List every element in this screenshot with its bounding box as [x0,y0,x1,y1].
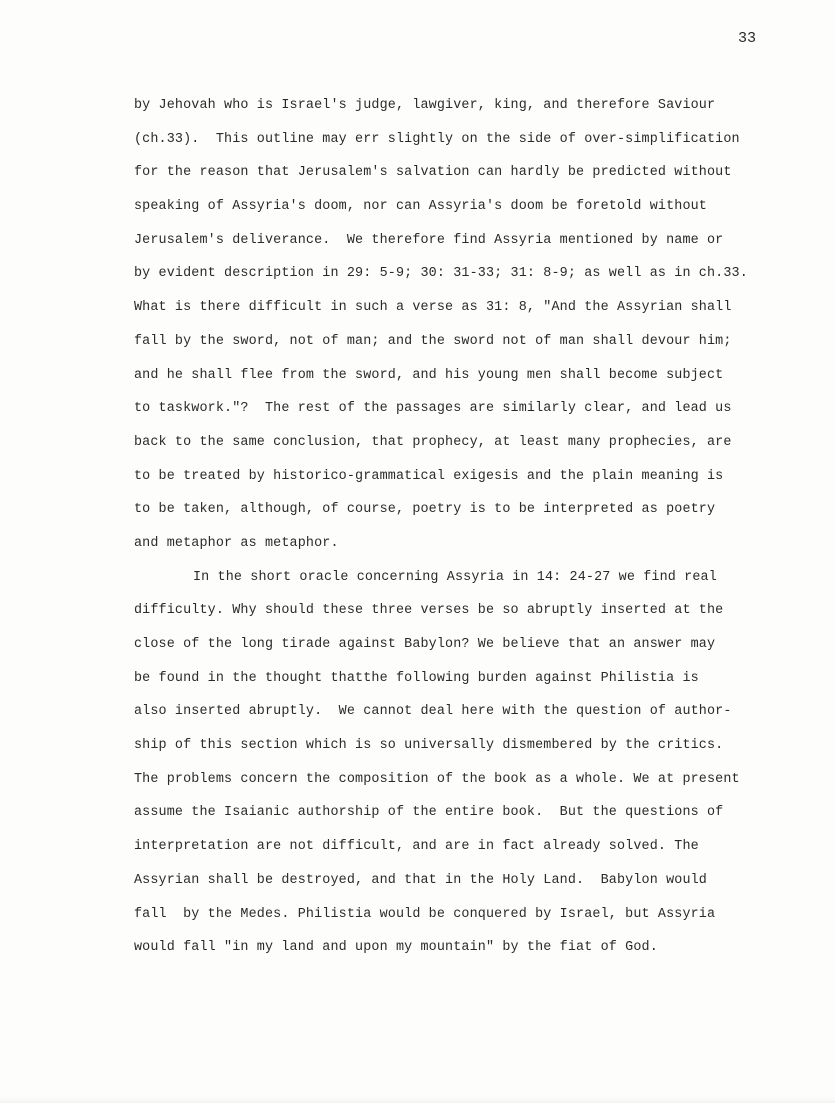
text-line: also inserted abruptly. We cannot deal here with the question of author- [134,704,732,720]
document-body [134,96,774,972]
text-line: Jerusalem's deliverance. We therefore find Assyria mentioned by name or [134,232,724,248]
text-line: fall by the Medes. Philistia would be conquered by Israel, but Assyria [134,906,716,922]
paragraph-first-line: In the short oracle concerning Assyria in 14: 24-27 we find real [193,569,717,585]
text-line: (ch.33). This outline may err slightly on the side of over-simplification [134,131,740,147]
text-line: close of the long tirade against Babylon? We believe that an answer may [134,637,716,652]
text-line: The problems concern the composition of the book as a whole. We at present [134,771,740,787]
text-line: speaking of Assyria's doom, nor can Assyria's doom be foretold without [134,199,707,215]
text-line: ship of this section which is so universally dismembered by the critics. [134,738,724,754]
text-line: and he shall flee from the sword, and his young men shall become subject [134,367,724,383]
text-line: fall by the sword, not of man; and the sword not of man shall devour him; [134,333,732,349]
text-line: be found in the thought thatthe following burden against Philistia is [134,670,699,686]
text-line: difficulty. Why should these three verses be so abruptly inserted at the [134,603,724,619]
text-line: to be treated by historico-grammatical exigesis and the plain meaning is [134,468,724,484]
text-line: interpretation are not difficult, and are in fact already solved. The [134,839,699,855]
text-line: to be taken, although, of course, poetry is to be interpreted as poetry [134,502,716,518]
page-number: 33 [738,30,757,47]
text-line: Assyrian shall be destroyed, and that in the Holy Land. Babylon would [134,872,707,888]
text-line: and metaphor as metaphor. [134,535,339,551]
text-line: would fall "in my land and upon my mountain" by the fiat of God. [134,940,658,956]
text-line: to taskwork."? The rest of the passages are similarly clear, and lead us [134,401,732,417]
text-line: assume the Isaianic authorship of the entire book. But the questions of [134,805,724,821]
text-line: What is there difficult in such a verse as 31: 8, "And the Assyrian shall [134,300,732,316]
page-bottom-edge [0,1097,835,1103]
text-line: for the reason that Jerusalem's salvation can hardly be predicted without [134,165,732,181]
text-line: by evident description in 29: 5-9; 30: 31-33; 31: 8-9; as well as in ch.33. [134,266,748,282]
text-line: back to the same conclusion, that prophecy, at least many prophecies, are [134,434,732,450]
text-line: by Jehovah who is Israel's judge, lawgiver, king, and therefore Saviour [134,98,716,113]
